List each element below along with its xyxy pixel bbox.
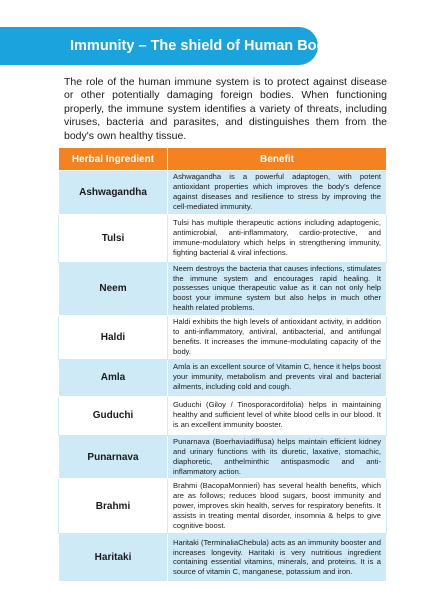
header-benefit: Benefit [168,148,387,171]
ingredient-benefit: Tulsi has multiple therapeutic actions including adaptogenic, antimicrobial, anti-inflammatory, cardio-protective, and immune-modulatory which helps in strengthening immunity, fighting bacterial & viral infections. [168,214,387,262]
table-row [59,534,387,582]
ingredient-benefit: Punarnava (Boerhaviadiffusa) helps maintain efficient kidney and urinary functions with its diuretic, laxative, stomachic, diaphoretic, anthelminthic antispasmodic and anti-inflammatory action. [168,435,387,479]
ingredient-name: Guduchi [59,396,168,435]
intro-paragraph: The role of the human immune system is to protect against disease or other potentially damaging foreign bodies. When functioning properly, the immune system identifies a variety of threats, including viruses, bacteria and parasites, and distinguishes them from the body's own healthy tissue. [64,76,387,142]
ingredient-name: Amla [59,359,168,396]
herbal-ingredients-table [58,147,387,582]
ingredient-name: Haritaki [59,534,168,582]
ingredient-name: Haldi [59,316,168,360]
ingredient-benefit: Ashwagandha is a powerful adaptogen, with potent antioxidant properties which improves the body's defence against diseases and resilience to stress by improving the cell-mediated immunity. [168,171,387,215]
table-row [59,262,387,316]
ingredient-benefit: Neem destroys the bacteria that causes infections, stimulates the immune system and encourages rapid healing. It possesses unique therapeutic value as it can not only help boost your immune system but also helps in much other health related problems. [168,262,387,316]
table-row [59,316,387,360]
ingredient-benefit: Amla is an excellent source of Vitamin C, hence it helps boost your immunity, metabolism and prevents viral and bacterial ailments, including cold and cough. [168,359,387,396]
ingredient-name: Neem [59,262,168,316]
page-title: Immunity – The shield of Human Body [70,38,334,54]
table-header-row [59,148,387,171]
ingredient-benefit: Guduchi (Giloy / Tinosporacordifolia) helps in maintaining healthy and sufficient level of white blood cells in our blood. It is an excellent immunity booster. [168,396,387,435]
ingredient-name: Brahmi [59,479,168,534]
table-row [59,171,387,215]
table-row [59,396,387,435]
ingredient-name: Ashwagandha [59,171,168,215]
table-row [59,479,387,534]
ingredient-benefit: Haritaki (TerminaliaChebula) acts as an immunity booster and increases longevity. Haritaki is very nutritious ingredient containing essential vitamins, minerals, and proteins. It is a source of vitamin C, manganese, potassium and iron. [168,534,387,582]
table-row [59,359,387,396]
ingredient-benefit: Brahmi (BacopaMonnieri) has several health benefits, which are as follows; reduces blood sugars, boost immunity and power, improves skin health, serves for respiratory benefits. It assists in treating mental disorder, insomnia & helps to give cognitive boost. [168,479,387,534]
header-herbal-ingredient: Herbal Ingredient [59,148,168,171]
ingredient-name: Tulsi [59,214,168,262]
ingredient-benefit: Haldi exhibits the high levels of antioxidant activity, in addition to anti-inflammatory, antiviral, antibacterial, and antifungal benefits. It increases the immune-modulating capacity of the body. [168,316,387,360]
table-row [59,214,387,262]
ingredient-name: Punarnava [59,435,168,479]
title-banner [0,27,334,65]
table-row [59,435,387,479]
